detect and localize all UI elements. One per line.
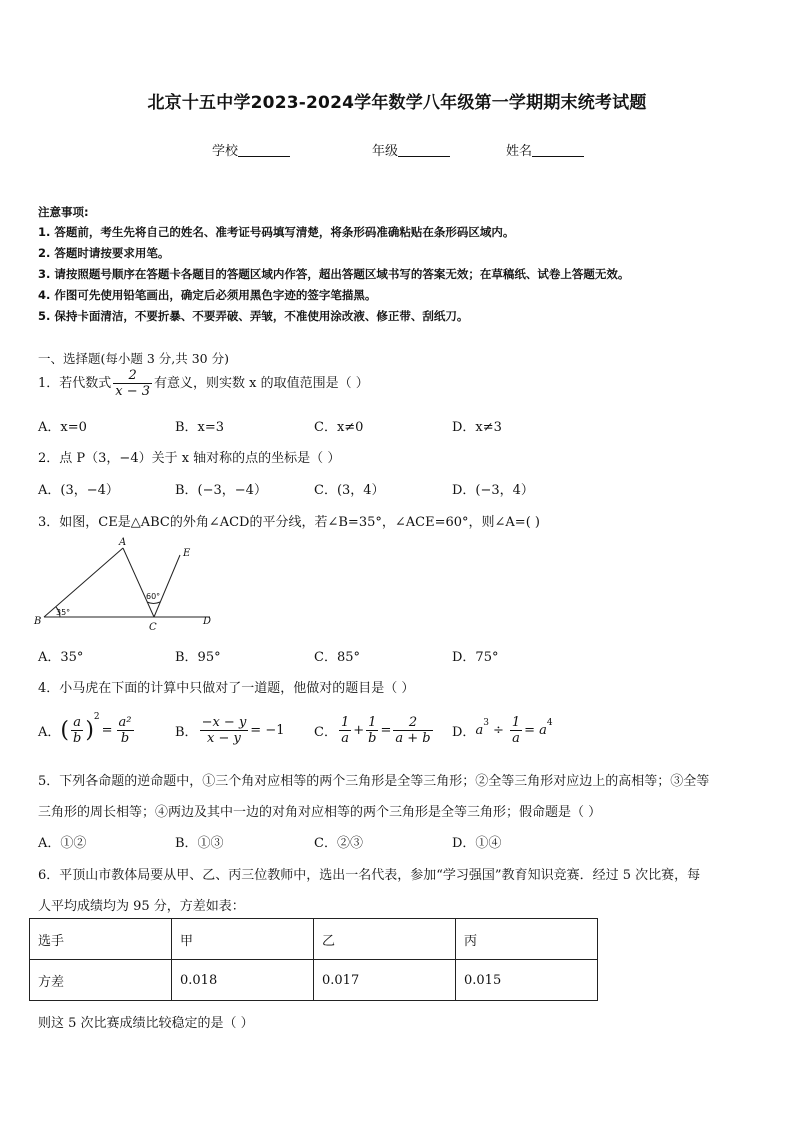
q2-option-d[interactable]: D．(−3，4） [452, 483, 534, 498]
q4-option-c[interactable]: C． $\frac{1}{a}$ + $\frac{1}{b}$ = $\frac{2}{a + b}$ [314, 714, 431, 746]
variance-table [29, 918, 598, 1001]
notice-heading: 注意事项: [38, 205, 89, 219]
question-3: 3．如图，CE是△ABC的外角∠ACD的平分线，若∠B=35°，∠ACE=60°，则∠A=( ) [38, 515, 540, 530]
q2-option-c[interactable]: C．(3，4） [314, 483, 385, 498]
q1-fraction [113, 368, 152, 399]
q4d-rhs: = a [524, 722, 547, 738]
q4-label-c: C． [314, 724, 337, 740]
q4a-rnum: a² [118, 714, 132, 730]
q4c-d1: a [339, 730, 351, 746]
q4b-rhs: = −1 [250, 722, 285, 738]
q4a-num: a [73, 714, 82, 730]
q4a-den: b [72, 730, 82, 746]
table-header-cell: 乙 [314, 919, 456, 960]
q1-frac-den: x − 3 [115, 384, 151, 399]
name-label: 姓名 [506, 144, 533, 159]
q4-option-d[interactable] [452, 710, 553, 750]
question-6-line-1: 6．平顶山市教体局要从甲、乙、丙三位教师中，选出一名代表，参加“学习强国”教育知识竞赛．经过 5 次比赛，每 [38, 868, 701, 883]
q5-option-a[interactable]: A．①② [38, 836, 87, 851]
question-5-line-2: 三角形的周长相等；④两边及其中一边的对角对应相等的两个三角形是全等三角形；假命题是（ ） [38, 805, 602, 820]
notice-item-3: 3. 请按照题号顺序在答题卡各题目的答题区域内作答，超出答题区域书写的答案无效；在草稿纸、试卷上答题无效。 [38, 267, 630, 281]
q4d-exp: 3 [483, 718, 489, 728]
angle-c-arc [147, 602, 160, 603]
table-cell: 0.015 [456, 960, 598, 1001]
table-row [30, 960, 598, 1001]
label-b: B [34, 616, 42, 627]
q1-option-d[interactable]: D．x≠3 [452, 420, 502, 435]
q4b-num: −x − y [201, 714, 247, 730]
q5-option-c[interactable]: C．②③ [314, 836, 363, 851]
q4b-frac [200, 715, 249, 746]
triangle-figure [30, 536, 220, 634]
notice-item-5: 5. 保持卡面清洁，不要折暴、不要弄破、弄皱，不准使用涂改液、修正带、刮纸刀。 [38, 309, 469, 323]
q4a-result [117, 715, 134, 746]
table-cell: 0.017 [314, 960, 456, 1001]
name-field[interactable] [506, 140, 584, 159]
table-cell: 0.018 [172, 960, 314, 1001]
q4c-result [393, 715, 432, 746]
grade-label: 年级 [372, 144, 399, 159]
grade-blank[interactable] [398, 144, 450, 157]
q1-option-a[interactable]: A．x=0 [38, 420, 87, 435]
q4b-den: x − y [200, 730, 249, 746]
label-e: E [183, 548, 191, 559]
q4a-rden: b [117, 730, 134, 746]
line-ab [44, 548, 123, 617]
name-blank[interactable] [532, 144, 584, 157]
question-4: 4．小马虎在下面的计算中只做对了一道题，他做对的题目是（ ） [38, 681, 415, 696]
line-ac [123, 548, 154, 617]
q4c-frac2 [366, 715, 378, 746]
q3-option-d[interactable]: D．75° [452, 650, 499, 665]
q1-frac-num: 2 [128, 368, 137, 383]
q4a-exp: 2 [93, 712, 100, 722]
q5-option-b[interactable]: B．①③ [175, 836, 224, 851]
q4-label-b: B． [175, 724, 198, 740]
q4c-n1: 1 [340, 714, 350, 730]
q5-option-d[interactable]: D．①④ [452, 836, 502, 851]
q3-option-b[interactable]: B．95° [175, 650, 221, 665]
angle-b-label: 35° [56, 608, 71, 617]
table-cell: 方差 [30, 960, 172, 1001]
table-header-cell: 甲 [172, 919, 314, 960]
q4-option-b[interactable] [175, 710, 285, 750]
table-header-cell: 选手 [30, 919, 172, 960]
table-header-cell: 丙 [456, 919, 598, 960]
question-1 [38, 368, 369, 399]
q4d-fden: a [510, 730, 522, 746]
school-blank[interactable] [238, 144, 290, 157]
q4d-fnum: 1 [511, 714, 521, 730]
line-ce [154, 555, 180, 617]
q2-option-a[interactable]: A．(3，−4） [38, 483, 119, 498]
q1-post: 有意义，则实数 x 的取值范围是（ ） [154, 376, 369, 391]
label-a: A [119, 537, 127, 548]
left-paren: ( [60, 717, 69, 743]
q4-label-d: D． [452, 724, 476, 740]
q4d-base: a [475, 722, 484, 738]
q4c-d2: b [368, 730, 377, 746]
grade-field[interactable] [372, 140, 450, 159]
q4c-rden: a + b [395, 730, 431, 746]
q2-option-b[interactable]: B．(−3，−4） [175, 483, 267, 498]
question-5-line-1: 5．下列各命题的逆命题中，①三个角对应相等的两个三角形是全等三角形；②全等三角形对应边上的高相等；③全等 [38, 774, 710, 789]
angle-c-label: 60° [146, 592, 161, 601]
notice-item-4: 4. 作图可先使用铅笔画出，确定后必须用黑色字迹的签字笔描黑。 [38, 288, 377, 302]
q4-label-a: A． [38, 724, 61, 740]
section-heading: 一、选择题(每小题 3 分,共 30 分) [38, 351, 229, 366]
q4c-rnum: 2 [408, 714, 418, 730]
q1-option-c[interactable]: C．x≠0 [314, 420, 364, 435]
question-6-line-2: 人平均成绩均为 95 分，方差如表： [38, 899, 245, 914]
q1-pre: 1．若代数式 [38, 376, 112, 391]
q4d-frac [510, 715, 522, 746]
q1-option-b[interactable]: B．x=3 [175, 420, 225, 435]
question-2: 2．点 P（3，−4）关于 x 轴对称的点的坐标是（ ） [38, 451, 341, 466]
table-row [30, 919, 598, 960]
q4c-frac1 [339, 715, 351, 746]
exam-title: 北京十五中学2023-2024学年数学八年级第一学期期末统考试题 [147, 93, 647, 113]
label-c: C [149, 622, 157, 633]
q4d-op: ÷ [492, 722, 504, 738]
right-paren: ) [85, 717, 94, 743]
notice-item-2: 2. 答题时请按要求用笔。 [38, 246, 170, 260]
school-label: 学校 [212, 144, 239, 159]
q3-option-a[interactable]: A．35° [38, 650, 84, 665]
q4-option-a[interactable]: A． ( $\frac{a}{b}$ ) $^2$ = $\frac{\text{a²}}{b}$ [38, 712, 132, 746]
label-d: D [203, 616, 212, 627]
q4a-frac [71, 715, 83, 746]
q3-option-c[interactable]: C．85° [314, 650, 360, 665]
question-6-after: 则这 5 次比赛成绩比较稳定的是（ ） [38, 1016, 254, 1031]
q4c-n2: 1 [368, 714, 377, 730]
notice-item-1: 1. 答题前，考生先将自己的姓名、准考证号码填写清楚，将条形码准确粘贴在条形码区域内。 [38, 225, 515, 239]
school-field[interactable] [212, 140, 290, 159]
q4d-rexp: 4 [546, 718, 553, 728]
